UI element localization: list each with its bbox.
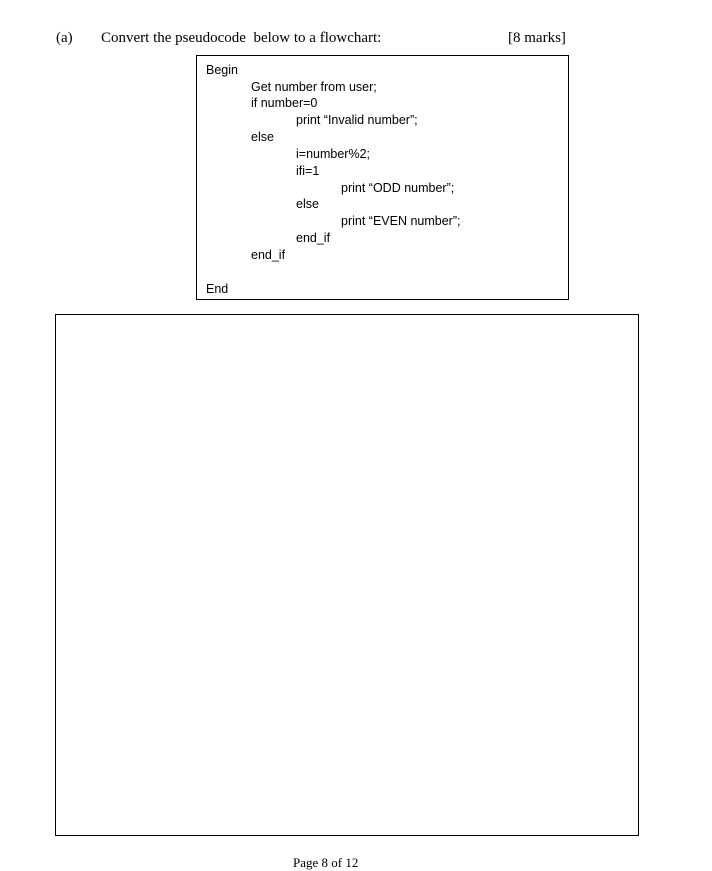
pseudocode-line: else	[296, 197, 319, 211]
pseudocode-line: end_if	[296, 231, 331, 245]
pseudocode-box	[196, 55, 569, 300]
pseudocode-line: End	[206, 282, 229, 296]
pseudocode-line: print “ODD number”;	[341, 181, 455, 195]
question-label: (a)	[56, 30, 73, 46]
page-number: Page 8 of 12	[293, 855, 359, 870]
pseudocode-line: if number=0	[251, 96, 318, 110]
pseudocode-line: Get number from user;	[251, 80, 377, 94]
question-text: Convert the pseudocode below to a flowchart:	[101, 30, 382, 46]
pseudocode-line: ifi=1	[296, 164, 320, 178]
question-marks: [8 marks]	[508, 30, 566, 46]
pseudocode-line: else	[251, 130, 274, 144]
pseudocode-line: end_if	[251, 248, 286, 262]
pseudocode-line: print “Invalid number”;	[296, 113, 418, 127]
pseudocode-line: i=number%2;	[296, 147, 370, 161]
pseudocode-line: print “EVEN number”;	[341, 214, 461, 228]
answer-box[interactable]	[55, 314, 639, 836]
pseudocode-line: Begin	[206, 63, 238, 77]
